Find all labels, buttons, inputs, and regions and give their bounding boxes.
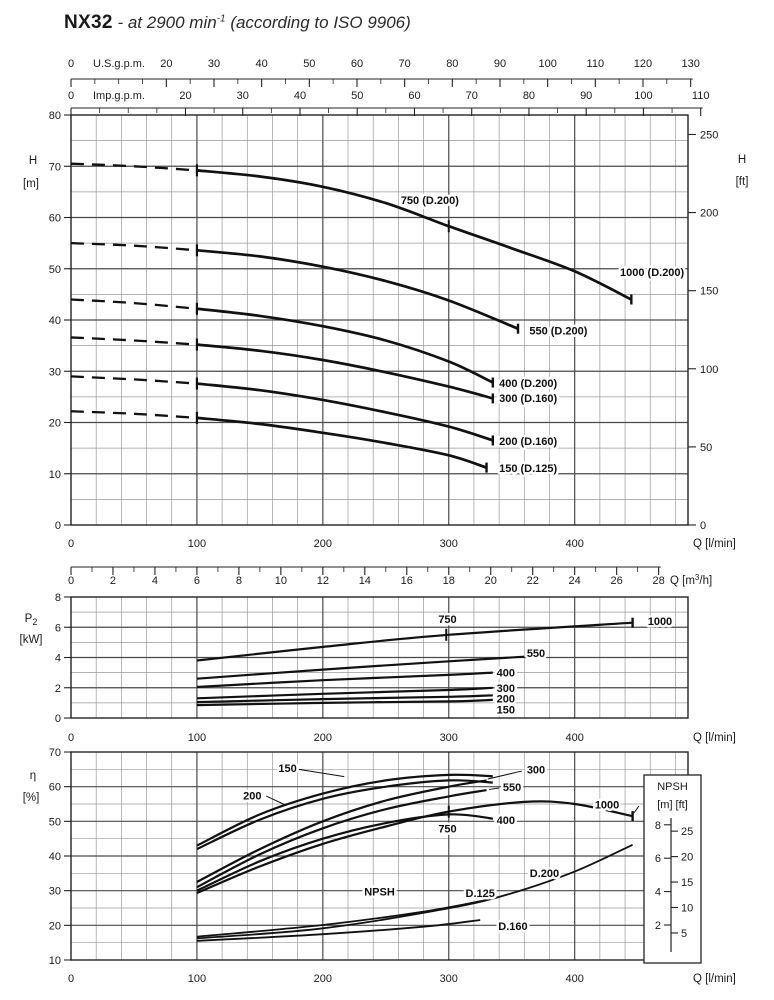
curve-label: 750 <box>438 823 457 836</box>
title-standard: (according to ISO 9906) <box>225 13 411 32</box>
axis-title: [m] <box>23 178 39 190</box>
ruler-unit-label: Imp.g.p.m. <box>93 90 145 102</box>
curve-label: D.125 <box>465 887 495 900</box>
npsh-inset <box>644 775 701 963</box>
tick-label: 40 <box>293 90 307 102</box>
curve-label: 300 <box>526 764 546 777</box>
tick-label: 4 <box>151 575 159 587</box>
tick-label: 200 <box>313 538 333 550</box>
tick-label: 20 <box>48 920 61 933</box>
tick-label: 12 <box>316 575 329 587</box>
tick-label: 80 <box>48 110 61 122</box>
curve-label: 1000 <box>594 799 620 812</box>
tick-label: 70 <box>48 161 61 174</box>
npsh-curve-D.200 <box>197 845 633 939</box>
chart-head <box>23 110 748 550</box>
curve-label: 400 <box>496 814 515 827</box>
tick-label: 80 <box>522 90 536 102</box>
tick-label: 300 <box>439 538 458 550</box>
tick-label: 60 <box>48 781 61 794</box>
label-leader <box>488 819 493 820</box>
label-leader <box>489 788 499 789</box>
tick-label: 100 <box>187 538 207 550</box>
tick-label: 8 <box>654 819 661 832</box>
curve-label: 150 (D.125) <box>499 463 558 476</box>
tick-label: 2 <box>654 920 661 932</box>
tick-label: 0 <box>67 973 75 985</box>
label-leader <box>299 769 344 776</box>
curve-label: NPSH <box>364 886 395 899</box>
chart-eta <box>23 747 736 985</box>
curve-label: 1000 (D.200) <box>620 266 685 279</box>
npsh-inset-units: [m] [ft] <box>657 799 688 811</box>
tick-label: 50 <box>700 441 713 454</box>
tick-label: 100 <box>700 363 719 376</box>
chart-eta-curves <box>197 775 633 941</box>
tick-label: 4 <box>654 886 661 899</box>
tick-label: 8 <box>235 575 242 587</box>
tick-label: 2 <box>54 682 61 695</box>
tick-label: 26 <box>610 575 623 587</box>
tick-label: 150 <box>700 285 719 298</box>
tick-label: 300 <box>439 973 458 985</box>
curve-750-1000 (D.200) <box>197 170 631 299</box>
curve-label: 150 <box>278 762 297 775</box>
label-leader <box>488 771 522 779</box>
npsh-inset-title: NPSH <box>657 781 688 793</box>
curve-label: 200 (D.160) <box>499 435 558 448</box>
label-leader <box>634 806 639 813</box>
tick-label: 30 <box>207 58 221 70</box>
tick-label: 6 <box>193 575 200 587</box>
tick-label: 22 <box>526 575 539 587</box>
tick-label: 30 <box>236 90 249 102</box>
tick-label: 0 <box>700 520 707 532</box>
tick-label: 15 <box>681 877 694 890</box>
x-axis-unit: Q [l/min] <box>693 538 736 550</box>
curve-label: 200 <box>496 693 515 706</box>
tick-label: 18 <box>442 575 455 587</box>
chart-power-grid <box>71 597 688 718</box>
tick-label: 120 <box>633 58 653 70</box>
tick-label: 16 <box>400 575 413 587</box>
tick-label: 30 <box>48 885 61 898</box>
x-axis-unit: Q [l/min] <box>693 973 736 985</box>
tick-label: 70 <box>465 90 478 102</box>
curve-dashed-750-1000 (D.200) <box>71 164 197 171</box>
tick-label: 2 <box>109 575 117 587</box>
tick-label: 10 <box>274 575 287 587</box>
tick-label: 0 <box>67 90 75 102</box>
tick-label: 80 <box>446 58 459 70</box>
tick-label: 90 <box>580 90 593 102</box>
tick-label: 25 <box>681 826 694 839</box>
curve-dashed-150 (D.125) <box>71 411 197 418</box>
axis-title: [%] <box>22 792 40 804</box>
axis-title: H <box>737 154 747 166</box>
tick-label: 200 <box>700 207 719 220</box>
chart-head-grid <box>71 115 688 525</box>
tick-label: 20 <box>681 851 694 864</box>
tick-label: 24 <box>568 575 581 587</box>
tick-label: 60 <box>48 212 61 225</box>
axis-title: η <box>29 770 37 782</box>
tick-label: 110 <box>586 58 605 70</box>
tick-label: 20 <box>179 90 192 102</box>
tick-label: 70 <box>48 747 61 759</box>
tick-label: 0 <box>67 58 75 70</box>
curve-750-1000 <box>197 623 633 661</box>
tick-label: 60 <box>350 58 364 70</box>
tick-label: 250 <box>700 129 719 142</box>
tick-label: 50 <box>48 816 61 829</box>
tick-label: 20 <box>160 58 173 70</box>
curve-label: 300 <box>496 682 515 695</box>
curve-label: 550 (D.200) <box>529 325 588 338</box>
axis-title: [kW] <box>19 634 43 646</box>
tick-label: 40 <box>48 315 61 327</box>
tick-label: 40 <box>255 58 268 70</box>
tick-label: 10 <box>48 955 61 967</box>
curve-550 <box>197 657 524 679</box>
npsh-curve-D.125 <box>197 900 487 937</box>
axis-title: H <box>28 155 38 167</box>
curve-label: 550 <box>502 782 522 795</box>
curve-label: 200 <box>243 790 262 803</box>
curve-label: D.200 <box>529 867 560 880</box>
title-speed: - at 2900 min <box>112 13 217 32</box>
tick-label: 5 <box>681 927 688 940</box>
curve-label: 300 (D.160) <box>499 392 558 405</box>
tick-label: 90 <box>493 58 507 70</box>
curve-dashed-200 (D.160) <box>71 376 197 383</box>
tick-label: 0 <box>54 713 61 725</box>
chart-power-curves <box>197 618 633 705</box>
tick-label: 30 <box>48 366 61 379</box>
tick-label: 6 <box>54 622 61 635</box>
tick-label: 100 <box>187 732 207 744</box>
chart-eta-grid <box>71 752 688 960</box>
tick-label: 20 <box>484 575 497 587</box>
ruler-unit-label: U.S.g.p.m. <box>93 58 145 70</box>
tick-label: 200 <box>313 732 333 744</box>
curve-label: 750 <box>438 613 457 626</box>
curve-550 (D.200) <box>197 250 518 328</box>
tick-label: 4 <box>54 652 61 665</box>
chart-head-curves <box>71 164 631 476</box>
axis-title: $P_2$ <box>24 613 38 627</box>
title-speed-exponent: -1 <box>216 13 226 25</box>
pump-model: NX32 <box>64 12 113 33</box>
tick-label: 200 <box>313 973 333 985</box>
curve-dashed-300 (D.160) <box>71 337 197 344</box>
tick-label: 100 <box>538 58 557 70</box>
tick-label: 20 <box>48 417 61 430</box>
ruler-unit-label: Q $[m^3/h]$ <box>670 573 713 587</box>
tick-label: 6 <box>654 853 661 866</box>
tick-label: 400 <box>565 973 584 985</box>
tick-label: 100 <box>634 90 653 102</box>
chart-power <box>20 592 736 744</box>
curve-label: 750 (D.200) <box>400 195 459 208</box>
curve-dashed-400 (D.200) <box>71 300 197 309</box>
tick-label: 0 <box>67 575 75 587</box>
curve-label: 400 (D.200) <box>499 378 558 391</box>
tick-label: 28 <box>652 575 665 587</box>
curve-label: D.160 <box>498 920 528 933</box>
tick-label: 0 <box>67 538 75 550</box>
tick-label: 130 <box>681 58 700 70</box>
curve-label: 550 <box>526 647 546 660</box>
tick-label: 400 <box>565 538 584 550</box>
tick-label: 50 <box>351 90 364 102</box>
ruler-impgpm <box>68 90 710 116</box>
tick-label: 300 <box>439 732 458 744</box>
curve-dashed-550 (D.200) <box>71 243 197 250</box>
tick-label: 100 <box>187 973 207 985</box>
curve-label: 1000 <box>647 616 673 629</box>
tick-label: 110 <box>691 90 710 102</box>
tick-label: 0 <box>54 520 61 532</box>
tick-label: 14 <box>358 575 371 587</box>
axis-title: [ft] <box>735 176 749 188</box>
tick-label: 10 <box>48 468 61 481</box>
curve-label: 150 <box>496 704 515 717</box>
tick-label: 10 <box>681 902 694 915</box>
ruler-usgpm <box>68 58 700 87</box>
x-axis-unit: Q [l/min] <box>693 732 736 744</box>
page-title <box>64 12 411 34</box>
tick-label: 60 <box>408 90 421 102</box>
curve-label: 400 <box>496 667 515 680</box>
tick-label: 40 <box>48 851 61 863</box>
tick-label: 70 <box>398 58 411 70</box>
tick-label: 8 <box>54 592 61 604</box>
tick-label: 400 <box>565 732 584 744</box>
tick-label: 50 <box>303 58 316 70</box>
ruler-m3h <box>68 567 712 587</box>
tick-label: 0 <box>67 732 75 744</box>
tick-label: 50 <box>48 263 61 276</box>
